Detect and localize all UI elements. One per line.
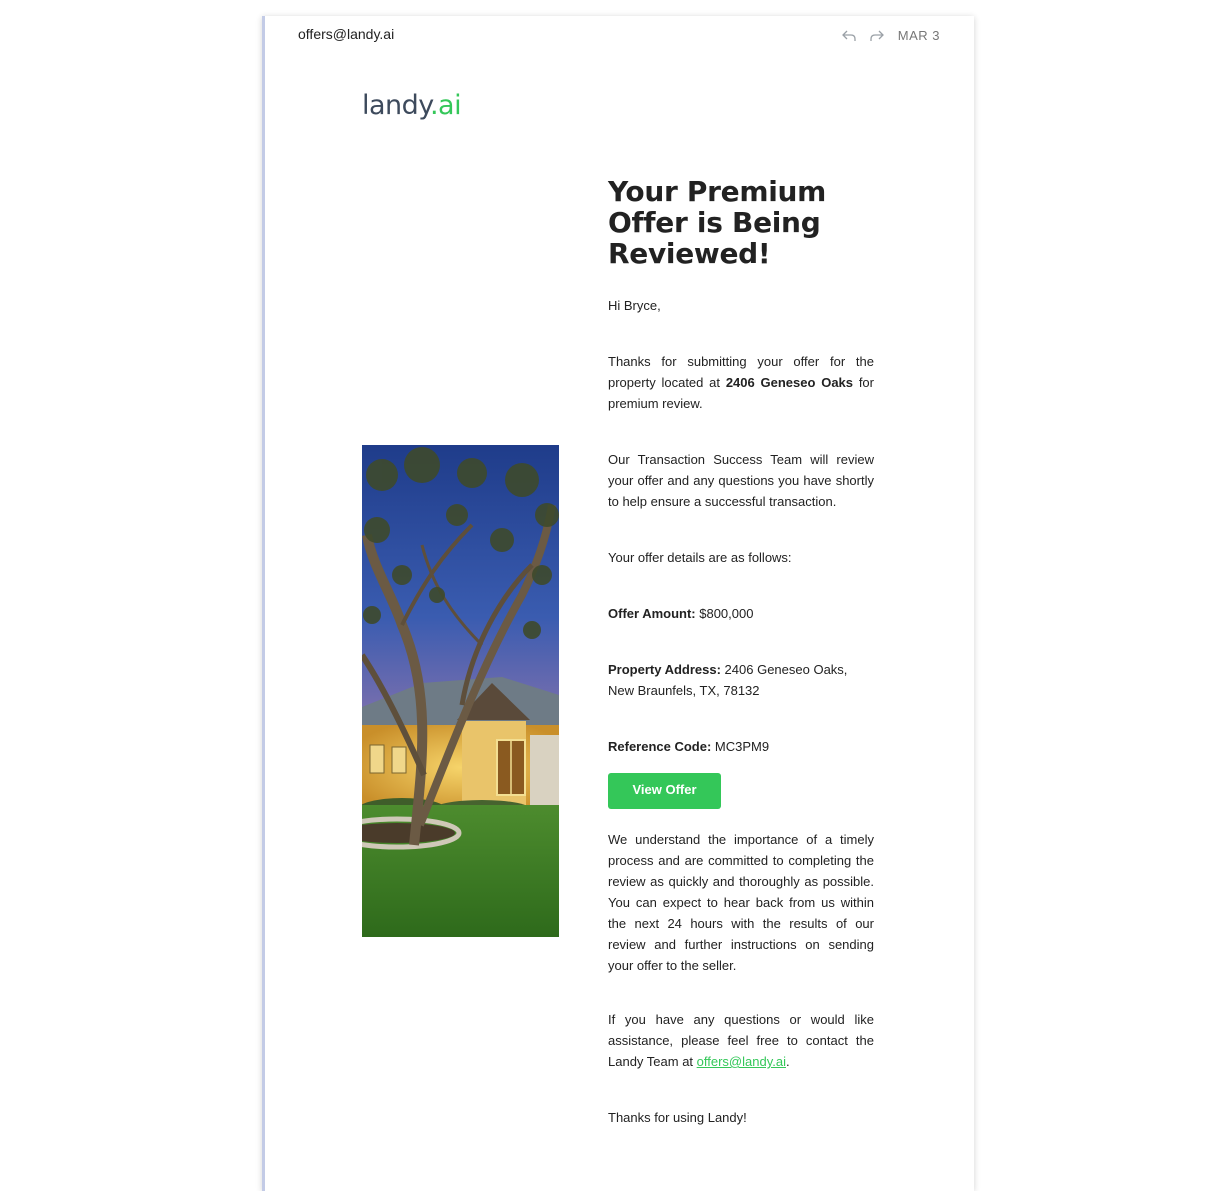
- email-header-actions: [842, 28, 940, 43]
- intro-paragraph: [608, 351, 874, 414]
- timing-paragraph: We understand the importance of a timely process and are committed to completing the review as quickly and thoroughly as possible. You can expect to hear back from us within the next 24 hours with the results of our review and further instructions on sending your offer to the seller.: [608, 832, 874, 973]
- intro-property: 2406 Geneseo Oaks: [725, 375, 854, 390]
- offer-amount-value: $800,000: [695, 606, 754, 621]
- landy-logo: [362, 90, 461, 121]
- reference-code-value: MC3PM9: [711, 739, 770, 754]
- sender-address: offers@landy.ai: [298, 26, 395, 42]
- logo-main: landy: [362, 90, 430, 121]
- offer-amount-line: [608, 603, 874, 624]
- email-headline: Your Premium Offer is Being Reviewed!: [608, 175, 827, 270]
- email-date: MAR 3: [897, 28, 940, 43]
- reference-code-line: [608, 736, 874, 757]
- contact-email-link[interactable]: offers@landy.ai: [696, 1054, 786, 1069]
- forward-icon[interactable]: [870, 30, 884, 42]
- email-card: [262, 16, 974, 1191]
- intro-text-before: Thanks for submitting your offer for the property located at: [608, 354, 874, 390]
- signoff: Thanks for using Landy!: [608, 1110, 747, 1125]
- team-paragraph: Our Transaction Success Team will review your offer and any questions you have shortly to help ensure a successful transaction.: [608, 452, 874, 509]
- logo-accent: .ai: [429, 90, 462, 121]
- contact-text-after: .: [785, 1054, 790, 1069]
- contact-paragraph: [608, 1009, 874, 1072]
- greeting: Hi Bryce,: [608, 298, 661, 313]
- property-photo: [362, 445, 559, 937]
- reply-icon[interactable]: [842, 30, 856, 42]
- reference-code-label: Reference Code:: [608, 739, 712, 754]
- property-address-value: 2406 Geneseo Oaks, New Braunfels, TX, 78132: [608, 662, 848, 698]
- details-intro: Your offer details are as follows:: [608, 550, 792, 565]
- email-body: [608, 176, 874, 1128]
- intro-text-after: for premium review.: [608, 375, 874, 411]
- view-offer-button[interactable]: View Offer: [608, 773, 721, 809]
- contact-text-before: If you have any questions or would like assistance, please feel free to contact the Landy Team at: [608, 1012, 874, 1069]
- property-address-label: Property Address:: [608, 662, 721, 677]
- property-address-line: [608, 659, 874, 701]
- offer-amount-label: Offer Amount:: [608, 606, 696, 621]
